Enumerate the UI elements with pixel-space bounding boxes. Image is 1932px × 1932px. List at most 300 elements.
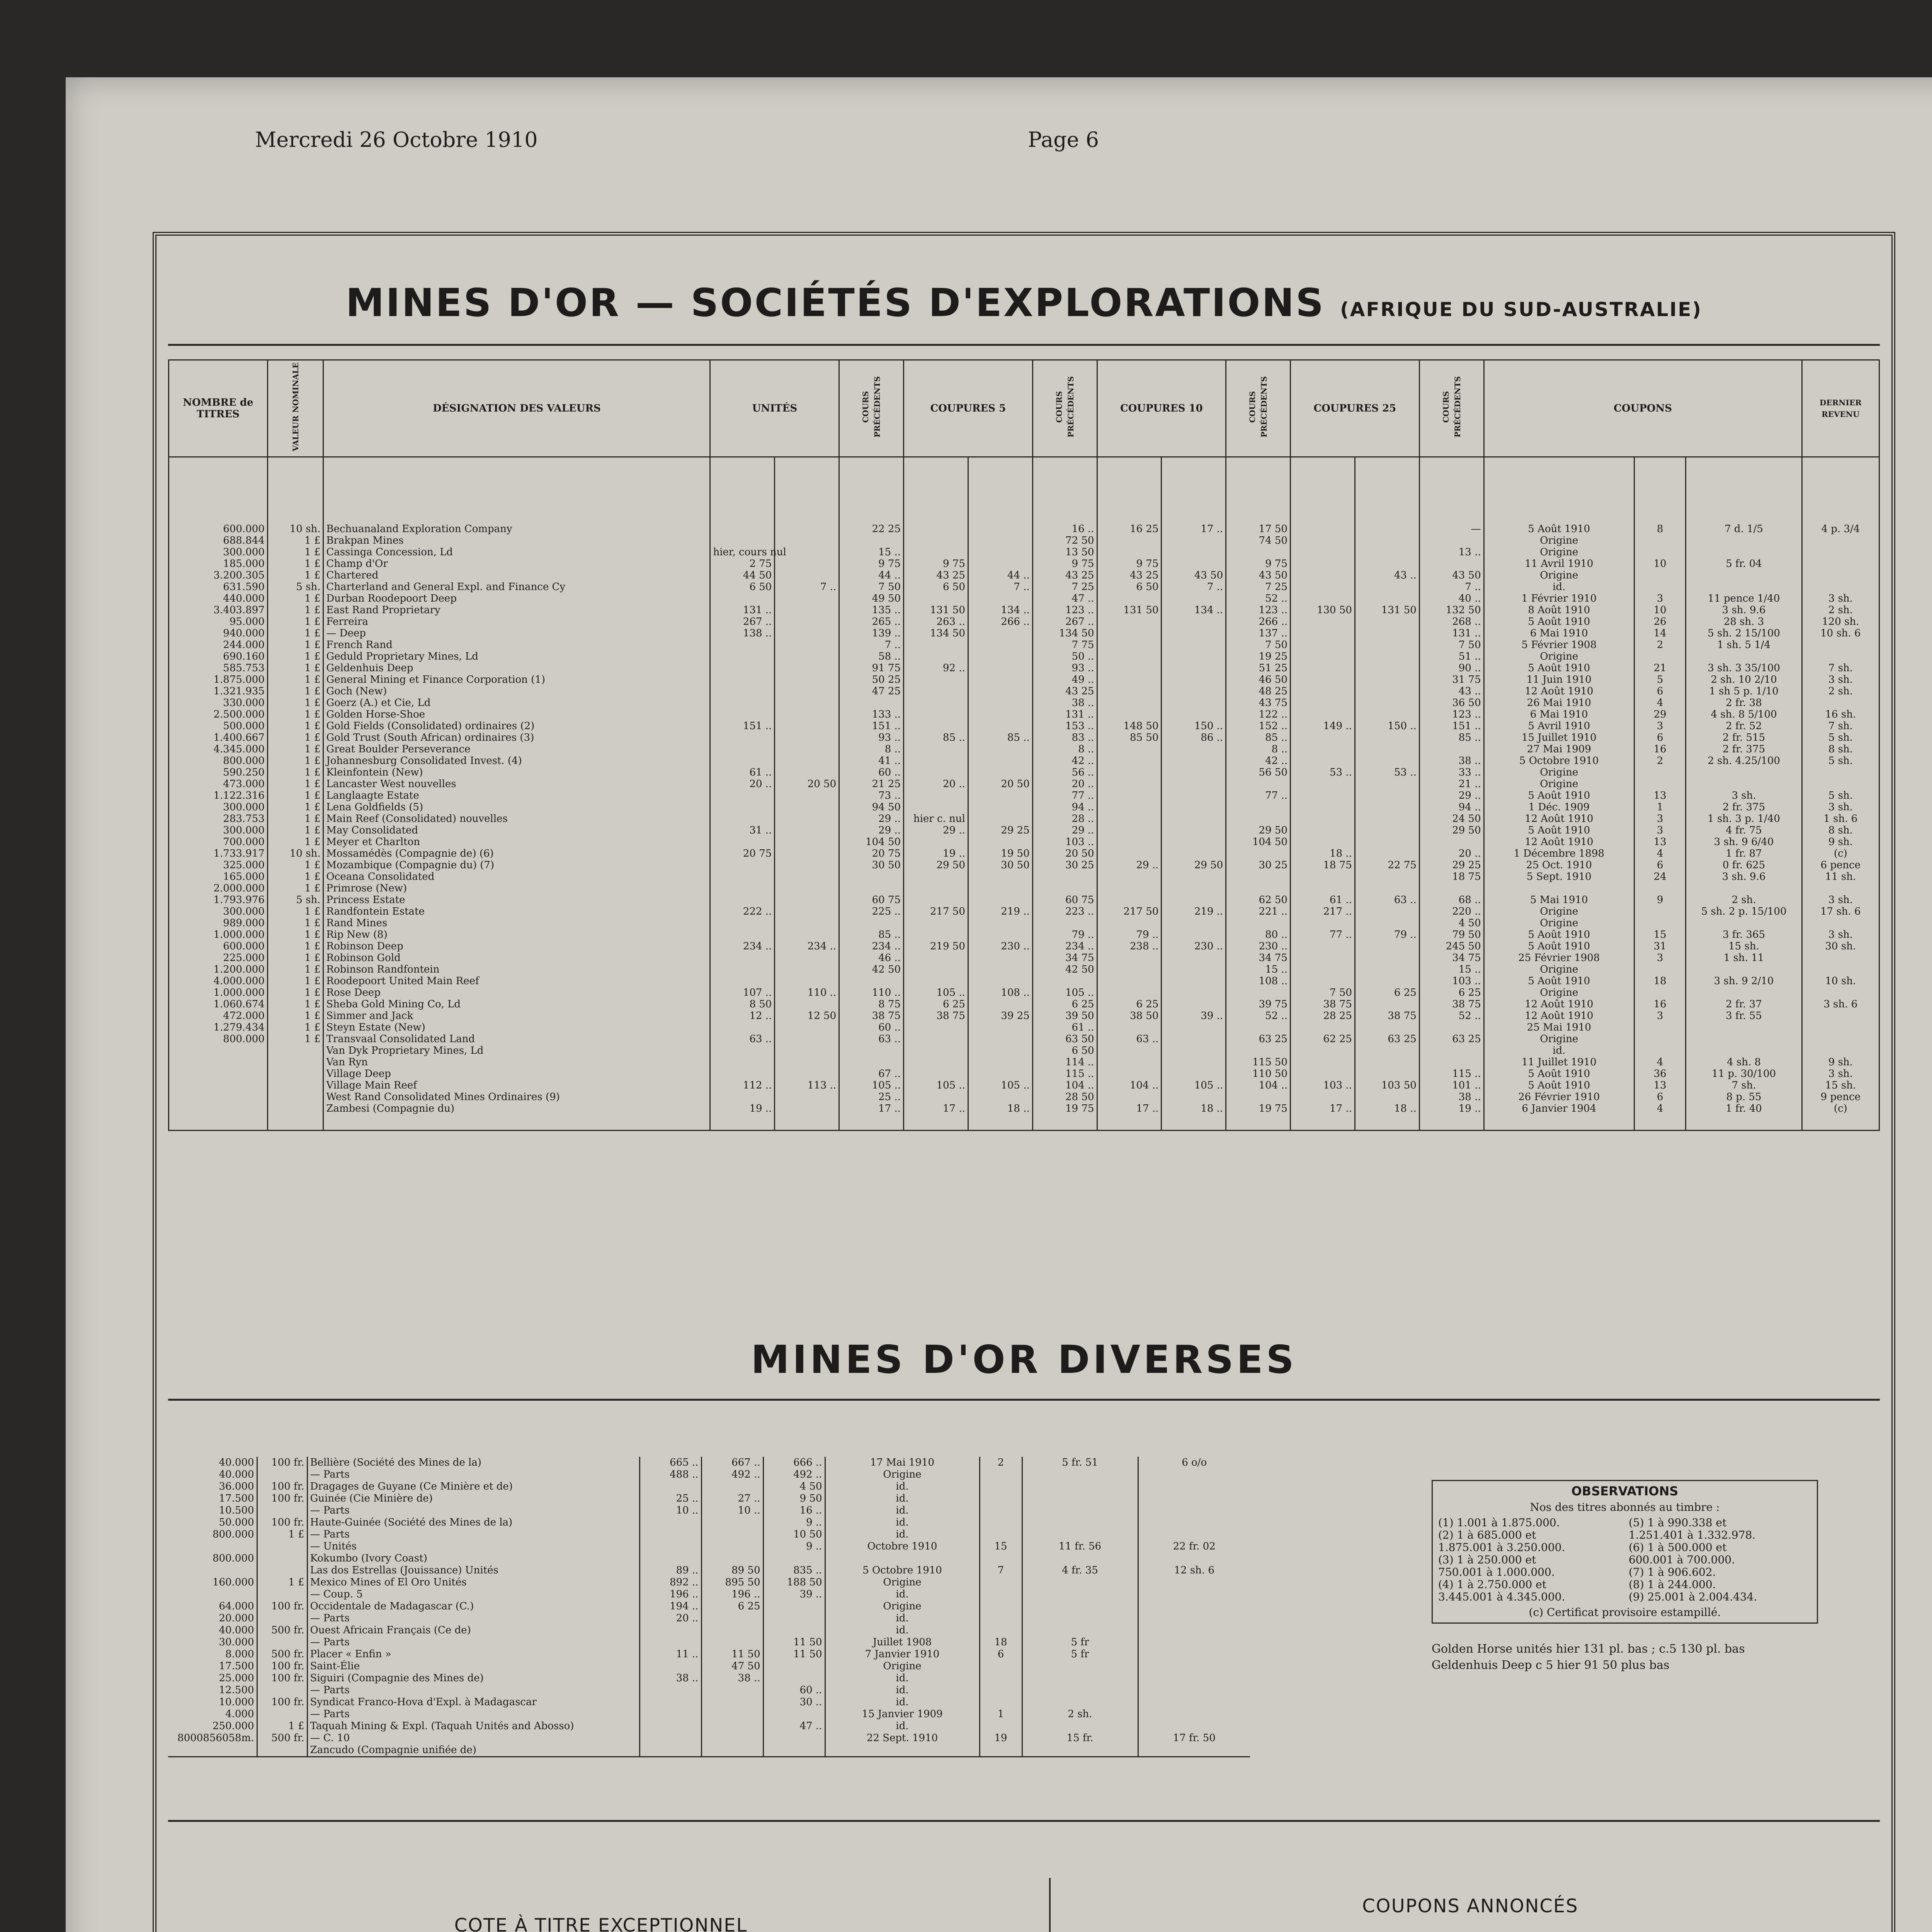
table-cell: 1.321.935 [169, 685, 268, 697]
table-cell: 131 50 [904, 604, 968, 616]
table-cell [968, 709, 1032, 720]
table-cell [775, 558, 839, 570]
table-cell: 15 .. [1226, 964, 1291, 975]
table-cell: 1.060.674 [169, 998, 268, 1010]
table-cell: 330.000 [169, 697, 268, 709]
table-cell [1097, 1091, 1162, 1103]
table-cell: 150 .. [1355, 720, 1419, 732]
table-cell [980, 1517, 1022, 1529]
observation-item: (9) 25.001 à 2.004.434. [1629, 1590, 1757, 1603]
table-cell [1291, 651, 1355, 662]
table-cell: 12 Août 1910 [1484, 685, 1634, 697]
table-cell: 100 fr. [257, 1672, 307, 1684]
table-cell [1355, 685, 1419, 697]
table-cell: 25 Mai 1910 [1484, 1022, 1634, 1033]
table-cell [1097, 1068, 1162, 1080]
table-cell: 22 fr. 02 [1138, 1541, 1250, 1553]
divers-row [168, 1660, 1250, 1672]
table-cell: 3 sh. 9 2/10 [1686, 975, 1802, 987]
table-cell [1162, 639, 1226, 651]
table-cell: 50 .. [1032, 651, 1097, 662]
table-cell [904, 709, 968, 720]
table-cell: 690.160 [169, 651, 268, 662]
table-cell: 110 50 [1226, 1068, 1291, 1080]
mine-row [169, 581, 1879, 593]
table-cell: Durban Roodepoort Deep [323, 593, 710, 604]
table-cell: 800.000 [212, 1553, 254, 1564]
table-cell [1634, 651, 1685, 662]
divers-row [168, 1672, 1250, 1684]
table-cell [1097, 709, 1162, 720]
table-cell: 1 £ [267, 952, 323, 964]
table-cell: 39 50 [1032, 1010, 1097, 1022]
table-cell: 7 .. [775, 581, 839, 593]
observation-item: (2) 1 à 685.000 et [1438, 1529, 1536, 1541]
table-cell: 665 .. [639, 1457, 701, 1469]
table-cell: Robinson Gold [323, 952, 710, 964]
divers-row [168, 1636, 1250, 1648]
table-cell: 17 sh. 6 [1802, 906, 1879, 917]
table-cell: 250.000 [212, 1720, 254, 1732]
table-cell [904, 720, 968, 732]
table-cell: 219 .. [1162, 906, 1226, 917]
table-cell [839, 1045, 904, 1056]
table-cell [904, 1022, 968, 1033]
table-cell: 89 50 [701, 1565, 763, 1577]
table-cell [1226, 1022, 1291, 1033]
table-cell [1226, 1091, 1291, 1103]
table-cell [980, 1672, 1022, 1684]
table-cell [710, 1045, 775, 1056]
table-cell: 196 .. [639, 1588, 701, 1600]
table-cell [639, 1720, 701, 1732]
table-cell [968, 1045, 1032, 1056]
table-cell: 10 .. [639, 1505, 701, 1517]
table-cell: 4 fr. 35 [1022, 1565, 1138, 1577]
table-cell: 1 £ [267, 859, 323, 871]
table-cell: 133 .. [839, 709, 904, 720]
table-cell: 7 sh. [1686, 1080, 1802, 1091]
table-cell: 25 Février 1908 [1484, 952, 1634, 964]
table-cell [1355, 836, 1419, 848]
table-cell: 61 .. [1032, 1022, 1097, 1033]
table-cell [1291, 871, 1355, 883]
table-cell [1802, 535, 1879, 546]
table-cell: 8 75 [839, 998, 904, 1010]
table-cell [1162, 755, 1226, 767]
table-cell [1097, 651, 1162, 662]
observation-item: (8) 1 à 244.000. [1629, 1578, 1716, 1591]
mine-row [169, 917, 1879, 929]
table-cell: 165.000 [169, 871, 268, 883]
table-cell: id. [825, 1517, 980, 1529]
table-cell: 5 Octobre 1910 [1484, 755, 1634, 767]
table-cell [968, 546, 1032, 558]
table-cell: 800.000 [212, 1529, 254, 1540]
table-cell: 19 25 [1226, 651, 1291, 662]
table-cell [763, 1672, 825, 1684]
table-cell [1355, 1022, 1419, 1033]
table-cell [1097, 871, 1162, 883]
table-cell: Robinson Deep [323, 940, 710, 952]
table-cell [701, 1744, 763, 1757]
table-cell: 15 fr. [1022, 1732, 1138, 1744]
table-cell: 5 Août 1910 [1484, 1080, 1634, 1091]
table-cell: 153 .. [1032, 720, 1097, 732]
table-cell [904, 1056, 968, 1068]
table-cell [775, 952, 839, 964]
table-cell [980, 1744, 1022, 1757]
table-cell: Mozambique (Compagnie du) (7) [323, 859, 710, 871]
table-cell [904, 767, 968, 778]
table-cell: Robinson Randfontein [323, 964, 710, 975]
table-cell [980, 1696, 1022, 1708]
table-cell [1162, 662, 1226, 674]
table-cell: 6 [1634, 859, 1685, 871]
table-cell: 8 .. [839, 743, 904, 755]
table-cell [980, 1624, 1022, 1636]
table-cell: 1 sh 5 p. 1/10 [1686, 685, 1802, 697]
table-cell: 29 .. [1419, 790, 1484, 801]
mine-row [169, 1033, 1879, 1045]
table-cell: — C. 10 [307, 1732, 639, 1744]
table-cell [1686, 767, 1802, 778]
table-cell: Mossamédès (Compagnie de) (6) [323, 848, 710, 859]
table-cell [904, 697, 968, 709]
table-cell [257, 1708, 307, 1720]
table-cell: — Parts [307, 1529, 639, 1541]
observations-note-1: Golden Horse unités hier 131 pl. bas ; c.5 130 pl. bas [1432, 1642, 1745, 1656]
table-cell: 85 .. [1419, 732, 1484, 743]
table-cell: 219 50 [904, 940, 968, 952]
table-cell [1634, 1045, 1685, 1056]
table-cell [1802, 778, 1879, 790]
table-cell: 265 .. [839, 616, 904, 628]
table-cell [1802, 581, 1879, 593]
table-cell: 85 .. [904, 732, 968, 743]
table-cell [1138, 1612, 1250, 1624]
table-cell: 19 .. [710, 1103, 775, 1131]
mine-row [169, 755, 1879, 767]
table-cell [968, 1091, 1032, 1103]
table-cell [904, 523, 968, 535]
table-cell [1291, 801, 1355, 813]
table-cell: 25 .. [639, 1493, 701, 1505]
table-cell: 5 Août 1910 [1484, 940, 1634, 952]
table-cell [169, 1080, 268, 1091]
table-cell: (c) [1802, 848, 1879, 859]
table-cell [1097, 743, 1162, 755]
table-cell [701, 1684, 763, 1696]
table-cell: 1 fr. 87 [1686, 848, 1802, 859]
table-cell: Roodepoort United Main Reef [323, 975, 710, 987]
table-cell: 1 £ [267, 743, 323, 755]
table-cell: 52 .. [1226, 593, 1291, 604]
table-cell: 1 £ [257, 1577, 307, 1588]
table-cell [775, 871, 839, 883]
table-cell [1419, 1045, 1484, 1056]
table-cell: 27 .. [701, 1493, 763, 1505]
table-cell: 10 sh. 6 [1802, 628, 1879, 639]
table-cell [839, 917, 904, 929]
table-cell: 1 £ [267, 998, 323, 1010]
table-cell: Chartered [323, 570, 710, 581]
table-cell [1097, 894, 1162, 906]
table-cell [1162, 883, 1226, 894]
table-cell: 101 .. [1419, 1080, 1484, 1091]
table-cell: 5 Août 1910 [1484, 825, 1634, 836]
table-cell [1097, 917, 1162, 929]
table-cell [257, 1636, 307, 1648]
table-cell [710, 859, 775, 871]
table-cell [1162, 1033, 1226, 1045]
table-cell: 10 sh. [1802, 975, 1879, 987]
table-cell: 1 fr. 40 [1686, 1103, 1802, 1131]
table-cell: 1 £ [267, 964, 323, 975]
table-cell [710, 836, 775, 848]
table-cell [639, 1541, 701, 1553]
divers-row [168, 1469, 1250, 1481]
table-cell [168, 1541, 257, 1553]
mine-row [169, 801, 1879, 813]
table-cell: 667 .. [701, 1457, 763, 1469]
table-cell [1097, 685, 1162, 697]
table-cell [775, 801, 839, 813]
table-cell [1138, 1624, 1250, 1636]
mine-row [169, 987, 1879, 998]
table-cell: 6 25 [1419, 987, 1484, 998]
table-cell [168, 1565, 257, 1577]
table-cell: 2 fr. 38 [1686, 697, 1802, 709]
table-cell [1162, 593, 1226, 604]
table-cell [1634, 917, 1685, 929]
table-cell [710, 894, 775, 906]
table-cell [710, 1068, 775, 1080]
table-cell: 17 50 [1226, 523, 1291, 535]
table-cell: 2 sh. 10 2/10 [1686, 674, 1802, 685]
table-cell [1355, 952, 1419, 964]
table-cell: 94 .. [1419, 801, 1484, 813]
table-cell: 105 .. [839, 1080, 904, 1091]
table-cell [1162, 952, 1226, 964]
observations-title: OBSERVATIONS [1571, 1484, 1679, 1498]
divers-row [168, 1529, 1250, 1541]
table-cell: 38 75 [839, 1010, 904, 1022]
table-cell [1138, 1517, 1250, 1529]
table-cell [257, 1505, 307, 1517]
table-cell [904, 790, 968, 801]
table-cell: 4.000 [225, 1708, 254, 1720]
table-cell: 3 [1634, 952, 1685, 964]
table-cell [775, 743, 839, 755]
table-cell: 4 [1634, 1103, 1685, 1131]
table-cell: 4 [1634, 697, 1685, 709]
table-cell [904, 801, 968, 813]
table-cell [904, 593, 968, 604]
table-cell [839, 883, 904, 894]
table-cell: 77 .. [1226, 790, 1291, 801]
table-cell: 26 [1634, 616, 1685, 628]
table-cell [775, 767, 839, 778]
table-cell: Sheba Gold Mining Co, Ld [323, 998, 710, 1010]
table-cell [1022, 1577, 1138, 1588]
table-cell: 835 .. [763, 1565, 825, 1577]
table-cell [763, 1744, 825, 1757]
table-cell: 19 75 [1226, 1103, 1291, 1131]
table-cell [267, 1045, 323, 1056]
table-cell: 9 75 [1032, 558, 1097, 570]
table-cell [257, 1612, 307, 1624]
mine-row [169, 929, 1879, 940]
table-cell: 94 50 [839, 801, 904, 813]
table-cell [775, 616, 839, 628]
table-cell: id. [825, 1624, 980, 1636]
table-cell: 9 75 [1097, 558, 1162, 570]
table-cell: 17 .. [1097, 1103, 1162, 1131]
table-cell [710, 523, 775, 535]
table-cell: 15 [1634, 929, 1685, 940]
table-cell [968, 697, 1032, 709]
mine-row [169, 685, 1879, 697]
table-cell: Ouest Africain Français (Ce de) [307, 1624, 639, 1636]
page-frame [153, 232, 1895, 1932]
table-cell: 20 .. [1032, 778, 1097, 790]
table-cell [1291, 1045, 1355, 1056]
table-cell: 16 [1634, 743, 1685, 755]
mine-row [169, 674, 1879, 685]
table-cell: 492 .. [701, 1469, 763, 1481]
table-cell [1291, 546, 1355, 558]
table-cell: 56 .. [1032, 767, 1097, 778]
table-cell [1291, 755, 1355, 767]
table-cell: 38 50 [1097, 1010, 1162, 1022]
table-cell [968, 929, 1032, 940]
table-cell: 1 £ [267, 836, 323, 848]
table-cell: 29 50 [1226, 825, 1291, 836]
table-cell: Mexico Mines of El Oro Unités [307, 1577, 639, 1588]
table-cell [1291, 558, 1355, 570]
table-cell: 79 .. [1355, 929, 1419, 940]
mine-row [169, 778, 1879, 790]
table-cell: 43 75 [1226, 697, 1291, 709]
table-cell: 15 [980, 1541, 1022, 1553]
table-cell: 13 [1634, 836, 1685, 848]
table-cell: 38 .. [1032, 697, 1097, 709]
table-cell: 29 .. [839, 813, 904, 825]
table-cell [1291, 628, 1355, 639]
table-cell [1686, 917, 1802, 929]
table-cell: 5 Octobre 1910 [825, 1565, 980, 1577]
table-cell: 6 25 [1032, 998, 1097, 1010]
mine-row [169, 720, 1879, 732]
table-cell [968, 836, 1032, 848]
table-cell: 30 sh. [1802, 940, 1879, 952]
table-cell [267, 1080, 323, 1091]
table-cell: 2 [1634, 755, 1685, 767]
table-cell: 800.000 [169, 755, 268, 767]
table-cell: Origine [825, 1600, 980, 1612]
mine-row [169, 743, 1879, 755]
table-cell: Las dos Estrellas (Jouissance) Unités [307, 1565, 639, 1577]
table-cell [775, 639, 839, 651]
table-cell: — Parts [307, 1505, 639, 1517]
table-cell: 5 [1634, 674, 1685, 685]
table-cell: 9 .. [763, 1541, 825, 1553]
table-cell [775, 790, 839, 801]
table-cell [775, 697, 839, 709]
table-cell [701, 1696, 763, 1708]
table-cell: 7 50 [1226, 639, 1291, 651]
table-cell: 6 25 [1097, 998, 1162, 1010]
table-cell: 62 50 [1226, 894, 1291, 906]
table-cell [1226, 801, 1291, 813]
table-cell: 5 Avril 1910 [1484, 720, 1634, 732]
table-cell: 63 50 [1032, 1033, 1097, 1045]
table-cell: 1.000.000 [169, 987, 268, 998]
table-cell: 1 £ [267, 883, 323, 894]
table-cell: 29 50 [1419, 825, 1484, 836]
cote-title: COTE À TITRE EXCEPTIONNEL [454, 1915, 748, 1932]
table-cell: 1 £ [267, 639, 323, 651]
table-cell: 7 sh. [1802, 720, 1879, 732]
table-cell: Village Main Reef [323, 1080, 710, 1091]
mine-row [169, 639, 1879, 651]
table-cell: 18 [1634, 975, 1685, 987]
table-cell: 29 25 [968, 825, 1032, 836]
table-cell: Juillet 1908 [825, 1636, 980, 1648]
table-cell: 222 .. [710, 906, 775, 917]
divider [168, 1399, 1880, 1401]
table-cell: 29 .. [904, 825, 968, 836]
table-cell: 1 sh. 5 1/4 [1686, 639, 1802, 651]
table-cell: 220 .. [1419, 906, 1484, 917]
table-cell: 20 50 [968, 778, 1032, 790]
table-cell: 268 .. [1419, 616, 1484, 628]
table-cell: Steyn Estate (New) [323, 1022, 710, 1033]
mine-row [169, 628, 1879, 639]
table-cell: 86 .. [1162, 732, 1226, 743]
table-cell [1162, 535, 1226, 546]
table-cell [1802, 570, 1879, 581]
table-cell: id. [825, 1696, 980, 1708]
table-cell: 0 fr. 625 [1686, 859, 1802, 871]
col-unites: UNITÉS [710, 360, 839, 457]
table-cell [763, 1600, 825, 1612]
col-coupures5: COUPURES 5 [904, 360, 1033, 457]
table-cell: Champ d'Or [323, 558, 710, 570]
table-cell: 1 £ [267, 535, 323, 546]
table-cell [980, 1660, 1022, 1672]
table-cell: 36 [1634, 1068, 1685, 1080]
table-cell: 15 Janvier 1909 [825, 1708, 980, 1720]
table-cell: 63 25 [1419, 1033, 1484, 1045]
table-cell [169, 1056, 268, 1068]
table-cell [1162, 825, 1226, 836]
table-cell [1802, 1045, 1879, 1056]
divers-row [168, 1517, 1250, 1529]
table-cell: 25 .. [839, 1091, 904, 1103]
table-cell: Zambesi (Compagnie du) [323, 1103, 710, 1131]
table-cell: 134 .. [968, 604, 1032, 616]
table-cell: 38 75 [904, 1010, 968, 1022]
table-cell: 2 [980, 1457, 1022, 1469]
table-cell [701, 1481, 763, 1493]
table-cell: 47 25 [839, 685, 904, 697]
table-cell [763, 1732, 825, 1744]
table-cell [1686, 535, 1802, 546]
table-cell [1097, 813, 1162, 825]
table-cell: Van Dyk Proprietary Mines, Ld [323, 1045, 710, 1056]
